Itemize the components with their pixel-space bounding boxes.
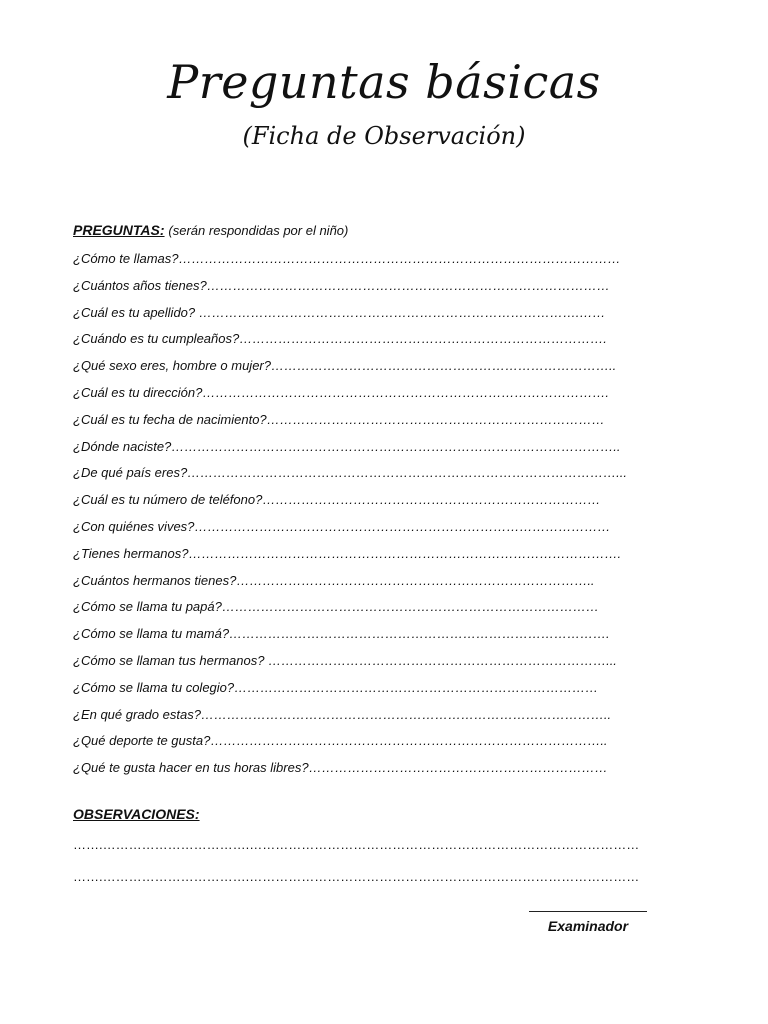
question-item: ¿Cuál es tu apellido? …………………………………………………………………………….…… [73,304,606,320]
questions-list [73,246,697,782]
question-item: ¿Dónde naciste?………………………………………………………………………………………….. [73,438,621,454]
question-item: ¿Qué deporte te gusta?……………………………………………………………………………….. [73,733,608,749]
questions-heading [73,219,348,242]
question-item: ¿Cuál es tu fecha de nacimiento?…………………………………………………………………… [73,411,605,427]
question-item: ¿Cuántos años tienes?………………………………………………………………………………… [73,277,610,293]
signature-line [529,911,647,912]
question-item: ¿Cómo te llamas?………………………………………………………………………………………… [73,251,621,266]
question-item: ¿Cómo se llama tu mamá?……………………………………………………………………………. [73,626,610,642]
page-subtitle: (Ficha de Observación) [242,122,526,150]
question-item: ¿Qué sexo eres, hombre o mujer?…………………………………………………………………….. [73,358,617,374]
question-item: ¿Cuál es tu dirección?…………………………………………………………………………………. [73,384,609,400]
question-item: ¿De qué país eres?………………………………………………………………………………………... [73,465,628,481]
questions-label: PREGUNTAS: [73,222,165,238]
question-item: ¿Cuál es tu número de teléfono?…………………………………………………………………… [73,492,601,508]
observation-line: …….…………………………….……………………………………………………………………………… [73,869,640,884]
question-item: ¿En qué grado estas?………………………………………………………………………………….. [73,706,612,722]
question-item: ¿Tienes hermanos?………………………………………………………………………………………. [73,545,622,561]
observation-line: …….…………………………….……………………………………………………………………………… [73,837,640,852]
question-item: ¿Cuántos hermanos tienes?……………………………………………………………………….. [73,572,595,588]
question-item: ¿Cómo se llaman tus hermanos? ……………………………………………………………………... [73,652,617,668]
question-item: ¿Con quiénes vives?…………………………………………………………………………………… [73,518,611,534]
page-title: Preguntas básicas [167,55,601,109]
observations-heading: OBSERVACIONES: [73,806,200,822]
question-item: ¿Cómo se llama tu colegio?………………………………………………………………………… [73,679,599,695]
examiner-label: Examinador [547,918,629,934]
question-item: ¿Qué te gusta hacer en tus horas libres?…………………………………………………………… [73,760,608,776]
question-item: ¿Cómo se llama tu papá?…………………………………………………………………………… [73,599,599,615]
question-item: ¿Cuándo es tu cumpleaños?…………………………………………………………………………. [73,331,607,347]
questions-note: (serán respondidas por el niño) [168,223,349,238]
